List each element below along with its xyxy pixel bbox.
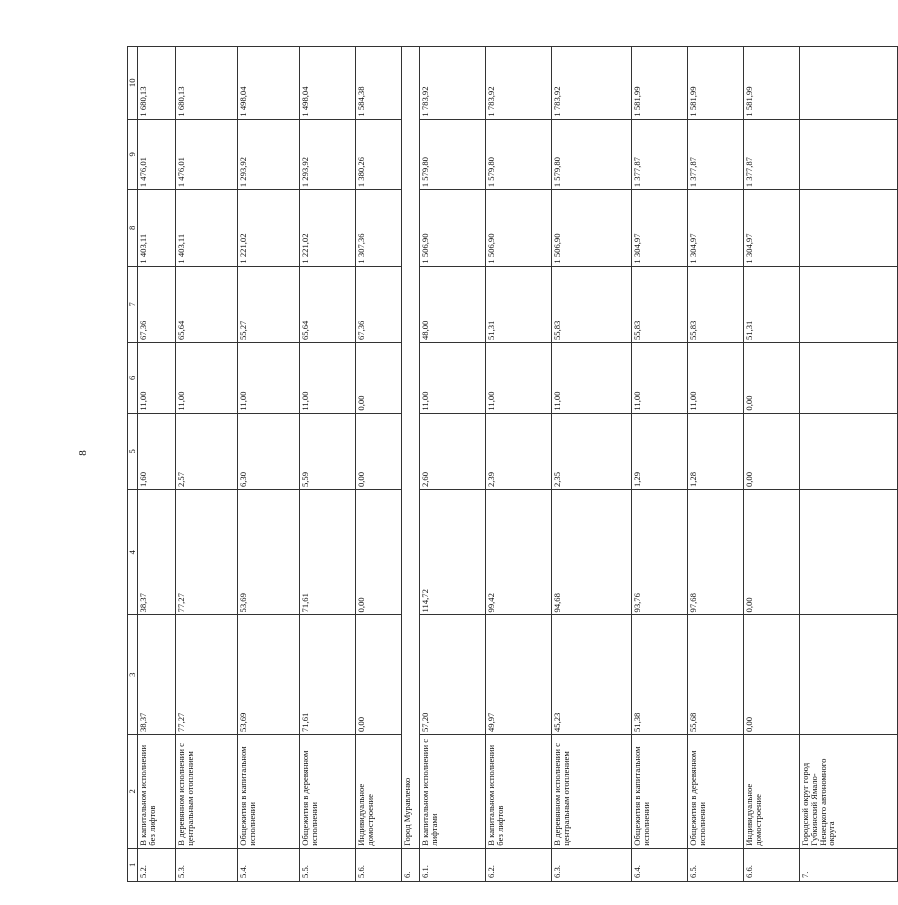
value-cell: 53,69 bbox=[238, 615, 300, 735]
value-cell: 1 506,90 bbox=[420, 190, 486, 266]
value-cell: 1 680,13 bbox=[138, 47, 176, 120]
value-cell: 11,00 bbox=[486, 343, 552, 414]
header-cell: 4 bbox=[128, 490, 138, 615]
value-cell: 55,83 bbox=[552, 266, 632, 342]
value-cell: 0,00 bbox=[744, 615, 800, 735]
value-cell: 11,00 bbox=[420, 343, 486, 414]
value-cell: 93,76 bbox=[632, 490, 688, 615]
value-cell: 1 304,97 bbox=[688, 190, 744, 266]
header-row bbox=[128, 47, 138, 882]
category-cell: В деревянном исполнении с центральным отоплением bbox=[552, 735, 632, 849]
value-cell: 71,61 bbox=[300, 490, 356, 615]
value-cell: 1 680,13 bbox=[176, 47, 238, 120]
value-cell bbox=[800, 490, 898, 615]
value-cell: 2,57 bbox=[176, 413, 238, 489]
value-cell: 1,60 bbox=[138, 413, 176, 489]
value-cell: 1 221,02 bbox=[300, 190, 356, 266]
value-cell: 1 579,80 bbox=[486, 119, 552, 190]
value-cell: 1 581,99 bbox=[632, 47, 688, 120]
table-row bbox=[300, 47, 356, 882]
value-cell: 5,59 bbox=[300, 413, 356, 489]
header-cell: 1 bbox=[128, 848, 138, 881]
value-cell: 67,36 bbox=[138, 266, 176, 342]
value-cell: 71,61 bbox=[300, 615, 356, 735]
value-cell: 1 380,26 bbox=[356, 119, 402, 190]
value-cell: 1 506,90 bbox=[486, 190, 552, 266]
page-number: 8 bbox=[77, 450, 89, 456]
value-cell: 0,00 bbox=[356, 615, 402, 735]
value-cell: 1 581,99 bbox=[688, 47, 744, 120]
row-number-cell: 7. bbox=[800, 848, 898, 881]
value-cell: 55,83 bbox=[632, 266, 688, 342]
value-cell: 1 221,02 bbox=[238, 190, 300, 266]
value-cell bbox=[800, 47, 898, 120]
value-cell: 53,69 bbox=[238, 490, 300, 615]
value-cell: 0,00 bbox=[744, 343, 800, 414]
category-cell: В капитальном исполнении без лифтов bbox=[138, 735, 176, 849]
header-cell: 5 bbox=[128, 413, 138, 489]
value-cell: 1 476,01 bbox=[138, 119, 176, 190]
value-cell: 11,00 bbox=[688, 343, 744, 414]
row-number-cell: 5.3. bbox=[176, 848, 238, 881]
value-cell: 94,68 bbox=[552, 490, 632, 615]
category-cell: Общежития в капитальном исполнении bbox=[632, 735, 688, 849]
value-cell: 38,37 bbox=[138, 490, 176, 615]
table-wrapper bbox=[127, 46, 837, 882]
value-cell: 1 377,87 bbox=[632, 119, 688, 190]
section-title-cell: Город Муравленко bbox=[402, 47, 420, 849]
table-row bbox=[138, 47, 176, 882]
value-cell: 45,23 bbox=[552, 615, 632, 735]
value-cell: 1 579,80 bbox=[552, 119, 632, 190]
table-body bbox=[128, 47, 898, 882]
value-cell: 1 581,99 bbox=[744, 47, 800, 120]
value-cell: 55,68 bbox=[688, 615, 744, 735]
header-cell: 2 bbox=[128, 735, 138, 849]
row-number-cell: 6. bbox=[402, 848, 420, 881]
header-cell: 3 bbox=[128, 615, 138, 735]
value-cell: 1 304,97 bbox=[744, 190, 800, 266]
value-cell: 11,00 bbox=[138, 343, 176, 414]
value-cell: 1 377,87 bbox=[744, 119, 800, 190]
value-cell: 97,68 bbox=[688, 490, 744, 615]
value-cell: 114,72 bbox=[420, 490, 486, 615]
value-cell: 1,28 bbox=[688, 413, 744, 489]
value-cell: 11,00 bbox=[176, 343, 238, 414]
value-cell: 0,00 bbox=[356, 343, 402, 414]
category-cell: Городской округ город Губкинский Ямало-Ненецкого автономного округа bbox=[800, 735, 898, 849]
row-number-cell: 6.1. bbox=[420, 848, 486, 881]
value-cell bbox=[800, 119, 898, 190]
table-row bbox=[486, 47, 552, 882]
header-cell: 7 bbox=[128, 266, 138, 342]
value-cell: 0,00 bbox=[744, 413, 800, 489]
header-cell: 8 bbox=[128, 190, 138, 266]
value-cell: 51,31 bbox=[486, 266, 552, 342]
value-cell: 1 293,92 bbox=[300, 119, 356, 190]
row-number-cell: 5.2. bbox=[138, 848, 176, 881]
header-cell: 10 bbox=[128, 47, 138, 120]
category-cell: В капитальном исполнении с лифтами bbox=[420, 735, 486, 849]
table-row bbox=[238, 47, 300, 882]
value-cell: 2,35 bbox=[552, 413, 632, 489]
value-cell: 77,27 bbox=[176, 490, 238, 615]
value-cell: 2,60 bbox=[420, 413, 486, 489]
value-cell: 6,30 bbox=[238, 413, 300, 489]
value-cell: 1 584,38 bbox=[356, 47, 402, 120]
value-cell: 1 377,87 bbox=[688, 119, 744, 190]
value-cell: 38,37 bbox=[138, 615, 176, 735]
value-cell: 1 506,90 bbox=[552, 190, 632, 266]
row-number-cell: 6.6. bbox=[744, 848, 800, 881]
value-cell: 1 403,11 bbox=[138, 190, 176, 266]
section-row bbox=[800, 47, 898, 882]
value-cell: 99,42 bbox=[486, 490, 552, 615]
value-cell: 1 304,97 bbox=[632, 190, 688, 266]
value-cell: 11,00 bbox=[300, 343, 356, 414]
category-cell: Индивидуальное домостроение bbox=[356, 735, 402, 849]
value-cell: 65,64 bbox=[300, 266, 356, 342]
value-cell: 55,27 bbox=[238, 266, 300, 342]
table-row bbox=[632, 47, 688, 882]
value-cell: 1 783,92 bbox=[552, 47, 632, 120]
value-cell: 49,97 bbox=[486, 615, 552, 735]
table-row bbox=[356, 47, 402, 882]
value-cell: 65,64 bbox=[176, 266, 238, 342]
value-cell: 57,20 bbox=[420, 615, 486, 735]
value-cell: 1 498,04 bbox=[238, 47, 300, 120]
value-cell: 48,00 bbox=[420, 266, 486, 342]
row-number-cell: 5.4. bbox=[238, 848, 300, 881]
table-row bbox=[688, 47, 744, 882]
value-cell bbox=[800, 190, 898, 266]
value-cell: 1 476,01 bbox=[176, 119, 238, 190]
value-cell: 0,00 bbox=[356, 413, 402, 489]
value-cell: 1 783,92 bbox=[486, 47, 552, 120]
section-row bbox=[402, 47, 420, 882]
value-cell: 51,38 bbox=[632, 615, 688, 735]
value-cell: 1,29 bbox=[632, 413, 688, 489]
category-cell: Общежития в деревянном исполнении bbox=[300, 735, 356, 849]
row-number-cell: 6.4. bbox=[632, 848, 688, 881]
value-cell: 11,00 bbox=[552, 343, 632, 414]
row-number-cell: 5.6. bbox=[356, 848, 402, 881]
table-row bbox=[176, 47, 238, 882]
value-cell bbox=[800, 343, 898, 414]
value-cell: 1 579,80 bbox=[420, 119, 486, 190]
value-cell: 55,83 bbox=[688, 266, 744, 342]
value-cell: 11,00 bbox=[238, 343, 300, 414]
value-cell: 77,27 bbox=[176, 615, 238, 735]
row-number-cell: 6.5. bbox=[688, 848, 744, 881]
value-cell: 11,00 bbox=[632, 343, 688, 414]
value-cell: 0,00 bbox=[744, 490, 800, 615]
value-cell bbox=[800, 413, 898, 489]
value-cell: 2,39 bbox=[486, 413, 552, 489]
value-cell: 1 498,04 bbox=[300, 47, 356, 120]
row-number-cell: 5.5. bbox=[300, 848, 356, 881]
value-cell bbox=[800, 615, 898, 735]
row-number-cell: 6.2. bbox=[486, 848, 552, 881]
category-cell: В капитальном исполнении без лифтов bbox=[486, 735, 552, 849]
value-cell: 0,00 bbox=[356, 490, 402, 615]
header-cell: 9 bbox=[128, 119, 138, 190]
table-row bbox=[420, 47, 486, 882]
category-cell: В деревянном исполнении с центральным отоплением bbox=[176, 735, 238, 849]
value-cell: 1 783,92 bbox=[420, 47, 486, 120]
value-cell bbox=[800, 266, 898, 342]
value-cell: 51,31 bbox=[744, 266, 800, 342]
table-row bbox=[744, 47, 800, 882]
category-cell: Общежития в капитальном исполнении bbox=[238, 735, 300, 849]
value-cell: 1 403,11 bbox=[176, 190, 238, 266]
table-row bbox=[552, 47, 632, 882]
tariff-table bbox=[127, 46, 898, 882]
value-cell: 67,36 bbox=[356, 266, 402, 342]
category-cell: Общежития в деревянном исполнении bbox=[688, 735, 744, 849]
row-number-cell: 6.3. bbox=[552, 848, 632, 881]
header-cell: 6 bbox=[128, 343, 138, 414]
value-cell: 1 293,92 bbox=[238, 119, 300, 190]
category-cell: Индивидуальное домостроение bbox=[744, 735, 800, 849]
value-cell: 1 307,36 bbox=[356, 190, 402, 266]
